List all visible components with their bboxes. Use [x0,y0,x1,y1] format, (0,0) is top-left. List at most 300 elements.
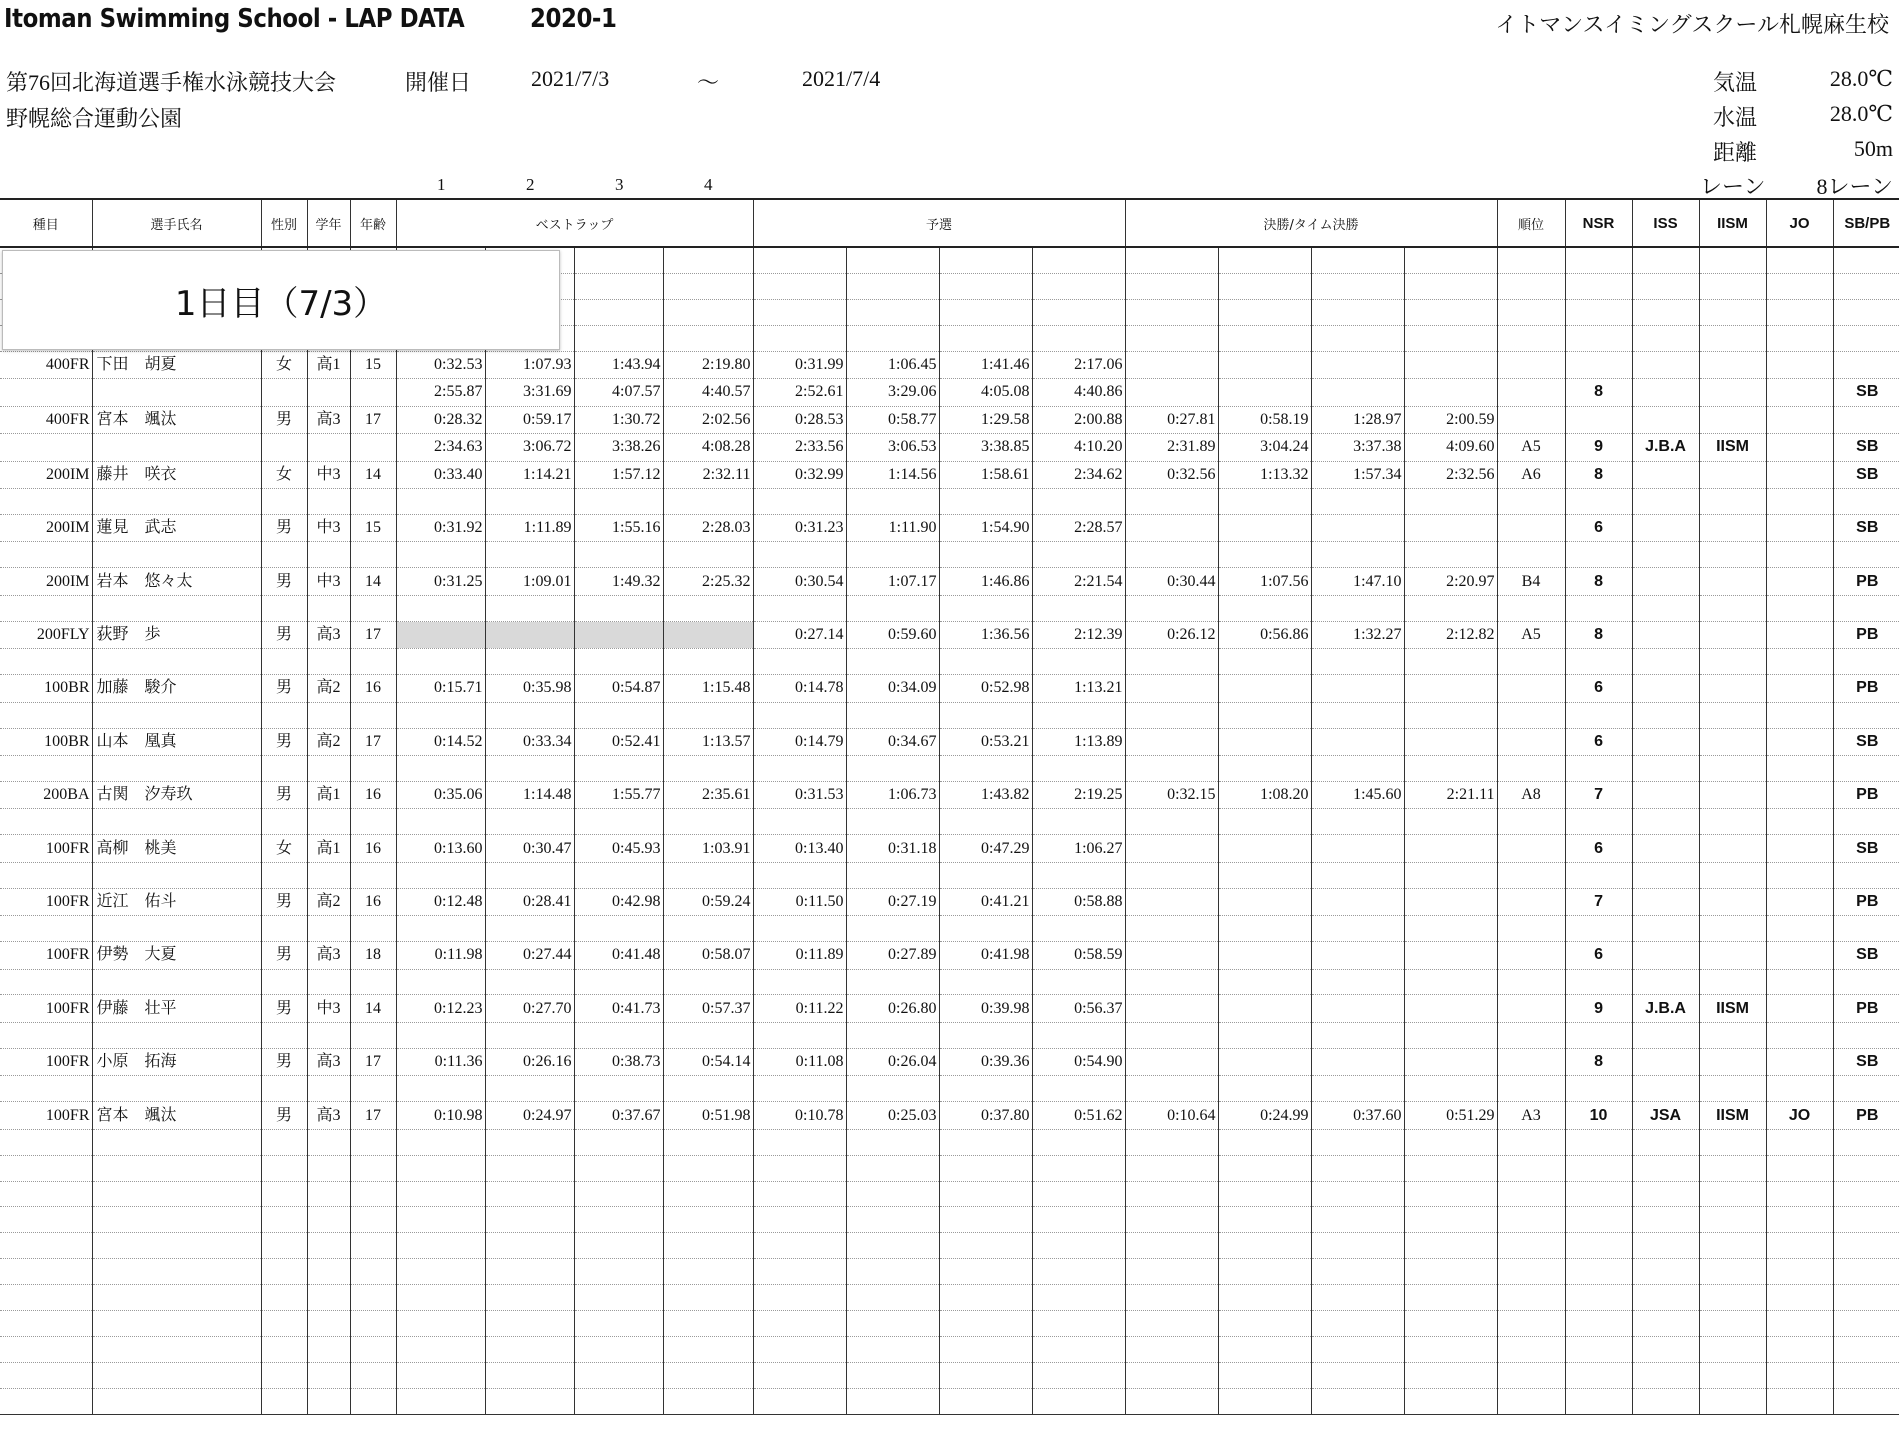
table-cell [1311,916,1404,942]
prelim-lap-cell: 3:29.06 [846,379,939,407]
table-cell [1032,702,1125,728]
table-cell [1218,756,1311,782]
table-cell [261,809,307,835]
table-row [0,862,1899,888]
table-cell [753,1233,846,1259]
table-cell [1125,542,1218,568]
table-cell [574,1285,663,1311]
table-cell [1833,649,1899,675]
table-cell [1218,969,1311,995]
table-cell [1125,1233,1218,1259]
nsr-cell: 9 [1565,434,1632,462]
best-lap-cell: 0:24.97 [485,1102,574,1130]
prelim-lap-cell: 4:40.86 [1032,379,1125,407]
grade-cell: 高3 [307,942,350,970]
table-cell [92,1285,261,1311]
table-cell [1311,247,1404,273]
table-cell [1632,1022,1699,1048]
table-cell [1699,1129,1766,1155]
table-cell [1565,273,1632,299]
final-lap-cell [1125,942,1218,970]
table-cell [261,1155,307,1181]
table-cell [1497,542,1565,568]
nsr-cell: 7 [1565,781,1632,809]
table-cell [846,273,939,299]
prelim-lap-cell: 1:06.45 [846,351,939,379]
table-row [0,406,1899,434]
table-cell [939,702,1032,728]
table-cell [1699,542,1766,568]
prelim-lap-cell: 0:34.09 [846,675,939,703]
table-cell [663,273,753,299]
final-lap-cell: 1:28.97 [1311,406,1404,434]
table-cell [0,969,92,995]
table-cell [350,1181,396,1207]
table-cell [753,702,846,728]
table-cell [1699,702,1766,728]
table-cell [1311,325,1404,351]
lap-number-4: 4 [704,175,713,194]
table-cell [663,1388,753,1414]
final-lap-cell: 0:24.99 [1218,1102,1311,1130]
table-cell [574,1181,663,1207]
event-cell: 400FR [0,406,92,434]
table-cell [350,1233,396,1259]
final-lap-cell [1218,379,1311,407]
table-cell [485,1362,574,1388]
table-cell [663,247,753,273]
table-cell [663,969,753,995]
table-cell [1632,247,1699,273]
col-event: 種目 [0,199,92,247]
table-cell [485,1233,574,1259]
iism-cell [1699,781,1766,809]
table-cell [1311,1207,1404,1233]
final-lap-cell: 2:12.82 [1404,621,1497,649]
iism-cell [1699,675,1766,703]
final-lap-cell: 2:32.56 [1404,461,1497,489]
table-cell [753,1259,846,1285]
table-cell [1632,489,1699,515]
table-cell [1699,273,1766,299]
table-row [0,969,1899,995]
swimmer-name-cell: 岩本 悠々太 [92,568,261,596]
table-cell [939,247,1032,273]
table-cell [396,969,485,995]
table-cell [846,1076,939,1102]
final-lap-cell: 1:13.32 [1218,461,1311,489]
table-cell [753,1181,846,1207]
table-cell [1497,1076,1565,1102]
table-cell [1125,1129,1218,1155]
final-lap-cell: 0:27.81 [1125,406,1218,434]
final-lap-cell [1311,995,1404,1023]
best-lap-cell [485,621,574,649]
final-lap-cell [1125,888,1218,916]
table-cell [1404,702,1497,728]
sbpb-cell: SB [1833,461,1899,489]
table-cell [1766,1207,1833,1233]
prelim-lap-cell: 1:29.58 [939,406,1032,434]
sex-cell: 男 [261,995,307,1023]
table-cell [92,1129,261,1155]
table-cell [485,756,574,782]
table-cell [485,969,574,995]
table-cell [1497,1155,1565,1181]
final-lap-cell: 0:30.44 [1125,568,1218,596]
age-cell: 14 [350,461,396,489]
table-cell [485,702,574,728]
table-cell [1766,489,1833,515]
table-cell [663,809,753,835]
table-cell [1766,299,1833,325]
table-cell [1833,542,1899,568]
table-cell [1125,273,1218,299]
table-cell [1497,862,1565,888]
table-cell [1766,542,1833,568]
table-cell [1766,595,1833,621]
event-cell: 100FR [0,888,92,916]
table-cell [1497,916,1565,942]
table-cell [1497,325,1565,351]
prelim-lap-cell: 2:17.06 [1032,351,1125,379]
table-cell [1404,1022,1497,1048]
best-lap-cell: 0:12.23 [396,995,485,1023]
sbpb-cell: SB [1833,514,1899,542]
table-cell [574,325,663,351]
table-cell [1565,1388,1632,1414]
school-name: イトマンスイミングスクール札幌麻生校 [1495,12,1889,37]
table-cell [1311,1388,1404,1414]
table-cell [1404,969,1497,995]
table-cell [396,1310,485,1336]
table-cell [1125,1388,1218,1414]
table-cell [1833,1129,1899,1155]
table-cell [1125,595,1218,621]
table-cell [0,1233,92,1259]
prelim-lap-cell: 0:25.03 [846,1102,939,1130]
table-cell [261,1233,307,1259]
prelim-lap-cell: 2:52.61 [753,379,846,407]
table-cell [0,1155,92,1181]
table-cell [1632,1310,1699,1336]
table-cell [1766,1336,1833,1362]
table-row [0,542,1899,568]
table-cell [485,1336,574,1362]
swimmer-name-cell: 蓮見 武志 [92,514,261,542]
table-cell [753,756,846,782]
final-lap-cell [1311,942,1404,970]
sex-cell: 男 [261,728,307,756]
table-row [0,675,1899,703]
table-cell [485,1259,574,1285]
table-cell [574,273,663,299]
event-cell: 100FR [0,1048,92,1076]
table-cell [1766,1310,1833,1336]
table-cell [396,1259,485,1285]
table-cell [1497,649,1565,675]
table-cell [1632,595,1699,621]
table-cell [1699,1181,1766,1207]
rank-cell: A6 [1497,461,1565,489]
table-cell [1766,273,1833,299]
table-cell [1699,969,1766,995]
table-cell [939,916,1032,942]
table-cell [1404,489,1497,515]
table-cell [1833,489,1899,515]
sbpb-cell [1833,351,1899,379]
table-cell [1699,1076,1766,1102]
table-cell [1218,1310,1311,1336]
event-cell: 200FLY [0,621,92,649]
prelim-lap-cell: 0:41.98 [939,942,1032,970]
sex-cell: 男 [261,621,307,649]
table-cell [1497,1129,1565,1155]
col-jo: JO [1766,199,1833,247]
best-lap-cell: 1:15.48 [663,675,753,703]
table-cell [663,1362,753,1388]
table-cell [1404,1181,1497,1207]
table-cell [574,1259,663,1285]
table-cell [1218,489,1311,515]
final-lap-cell: 2:31.89 [1125,434,1218,462]
best-lap-cell: 2:35.61 [663,781,753,809]
table-cell [1766,1388,1833,1414]
table-cell [1218,1181,1311,1207]
table-cell [1497,1181,1565,1207]
prelim-lap-cell: 2:33.56 [753,434,846,462]
table-cell [1565,916,1632,942]
table-cell [1311,702,1404,728]
table-cell [939,1285,1032,1311]
table-cell [261,1336,307,1362]
table-cell [1404,1259,1497,1285]
age-cell: 14 [350,568,396,596]
iism-cell [1699,621,1766,649]
table-cell [1833,702,1899,728]
table-row [0,781,1899,809]
iism-cell [1699,835,1766,863]
final-lap-cell: 3:37.38 [1311,434,1404,462]
table-cell [1833,809,1899,835]
table-cell [1032,325,1125,351]
table-row [0,649,1899,675]
final-lap-cell [1218,1048,1311,1076]
prelim-lap-cell: 1:58.61 [939,461,1032,489]
start-date: 2021/7/3 [531,66,610,91]
table-cell [1032,1285,1125,1311]
table-cell [1565,1336,1632,1362]
prelim-lap-cell: 3:06.53 [846,434,939,462]
table-cell [0,756,92,782]
table-cell [396,1233,485,1259]
table-cell [1218,1233,1311,1259]
grade-cell: 中3 [307,995,350,1023]
prelim-lap-cell: 0:31.23 [753,514,846,542]
table-cell [0,1076,92,1102]
best-lap-cell [574,621,663,649]
final-lap-cell: 0:37.60 [1311,1102,1404,1130]
table-cell [1218,542,1311,568]
jo-cell [1766,835,1833,863]
table-cell [574,1129,663,1155]
table-cell [1311,1362,1404,1388]
table-cell [92,1155,261,1181]
iism-cell [1699,728,1766,756]
best-lap-cell: 0:35.98 [485,675,574,703]
table-cell [92,756,261,782]
swimmer-name-cell [92,379,261,407]
table-row [0,1259,1899,1285]
table-cell [1218,1259,1311,1285]
table-cell [663,1259,753,1285]
prelim-lap-cell: 0:14.79 [753,728,846,756]
best-lap-cell: 2:19.80 [663,351,753,379]
table-row [0,942,1899,970]
table-cell [1833,916,1899,942]
iss-cell [1632,888,1699,916]
table-cell [1125,862,1218,888]
prelim-lap-cell: 0:41.21 [939,888,1032,916]
table-cell [1125,1310,1218,1336]
table-cell [1833,1362,1899,1388]
table-cell [1404,1155,1497,1181]
sex-cell: 女 [261,351,307,379]
table-cell [1632,1155,1699,1181]
table-cell [1218,809,1311,835]
iism-cell [1699,406,1766,434]
best-lap-cell: 1:14.21 [485,461,574,489]
sbpb-cell: PB [1833,888,1899,916]
best-lap-cell: 0:35.06 [396,781,485,809]
prelim-lap-cell: 0:32.99 [753,461,846,489]
jo-cell [1766,461,1833,489]
iss-cell [1632,568,1699,596]
rank-cell [1497,675,1565,703]
table-cell [1497,1207,1565,1233]
final-lap-cell [1218,351,1311,379]
distance-label: 距離 [1713,140,1758,165]
swimmer-name-cell: 小原 拓海 [92,1048,261,1076]
best-lap-cell: 1:43.94 [574,351,663,379]
table-row [0,835,1899,863]
table-cell [1565,809,1632,835]
table-cell [574,489,663,515]
table-cell [753,809,846,835]
table-cell [261,649,307,675]
table-cell [939,1362,1032,1388]
best-lap-cell: 0:14.52 [396,728,485,756]
final-lap-cell: 0:26.12 [1125,621,1218,649]
final-lap-cell [1218,888,1311,916]
table-cell [1032,1362,1125,1388]
table-cell [1125,1022,1218,1048]
iism-cell [1699,888,1766,916]
table-cell [1833,1285,1899,1311]
table-cell [846,756,939,782]
table-cell [1125,1285,1218,1311]
table-cell [0,809,92,835]
prelim-lap-cell: 1:11.90 [846,514,939,542]
table-cell [350,542,396,568]
table-cell [939,595,1032,621]
table-cell [1218,916,1311,942]
table-cell [1404,1129,1497,1155]
table-cell [1218,702,1311,728]
prelim-lap-cell: 2:12.39 [1032,621,1125,649]
table-row [0,1362,1899,1388]
table-cell [1125,247,1218,273]
grade-cell: 高2 [307,728,350,756]
prelim-lap-cell: 0:51.62 [1032,1102,1125,1130]
table-cell [1833,273,1899,299]
sex-cell: 男 [261,675,307,703]
rank-cell [1497,835,1565,863]
table-cell [753,325,846,351]
prelim-lap-cell: 0:39.36 [939,1048,1032,1076]
iism-cell [1699,379,1766,407]
table-cell [1766,969,1833,995]
table-cell [485,649,574,675]
table-cell [307,1336,350,1362]
table-cell [92,1233,261,1259]
event-cell: 100FR [0,995,92,1023]
table-cell [1218,1076,1311,1102]
table-cell [0,1207,92,1233]
table-cell [1833,1259,1899,1285]
table-cell [0,702,92,728]
best-lap-cell: 1:55.16 [574,514,663,542]
iism-cell: IISM [1699,995,1766,1023]
table-cell [1632,862,1699,888]
swimmer-name-cell: 近江 佑斗 [92,888,261,916]
jo-cell [1766,675,1833,703]
rank-cell: A8 [1497,781,1565,809]
table-cell [1699,299,1766,325]
iism-cell [1699,514,1766,542]
jo-cell [1766,379,1833,407]
table-cell [1311,969,1404,995]
table-cell [846,969,939,995]
table-cell [1497,702,1565,728]
final-lap-cell [1311,1048,1404,1076]
grade-cell [307,434,350,462]
table-cell [846,299,939,325]
final-lap-cell [1404,728,1497,756]
table-cell [939,1233,1032,1259]
table-cell [574,1233,663,1259]
table-cell [307,862,350,888]
table-cell [1404,273,1497,299]
sex-cell: 男 [261,514,307,542]
table-cell [485,1155,574,1181]
table-cell [1218,1362,1311,1388]
table-cell [1632,916,1699,942]
best-lap-cell: 0:11.98 [396,942,485,970]
final-lap-cell [1311,728,1404,756]
final-lap-cell [1311,888,1404,916]
swimmer-name-cell: 古関 汐寿玖 [92,781,261,809]
nsr-cell: 8 [1565,568,1632,596]
final-lap-cell [1311,675,1404,703]
table-cell [1032,489,1125,515]
final-lap-cell [1218,835,1311,863]
table-cell [753,1310,846,1336]
sbpb-cell: PB [1833,995,1899,1023]
table-cell [1565,702,1632,728]
table-cell [396,1388,485,1414]
table-cell [1032,916,1125,942]
